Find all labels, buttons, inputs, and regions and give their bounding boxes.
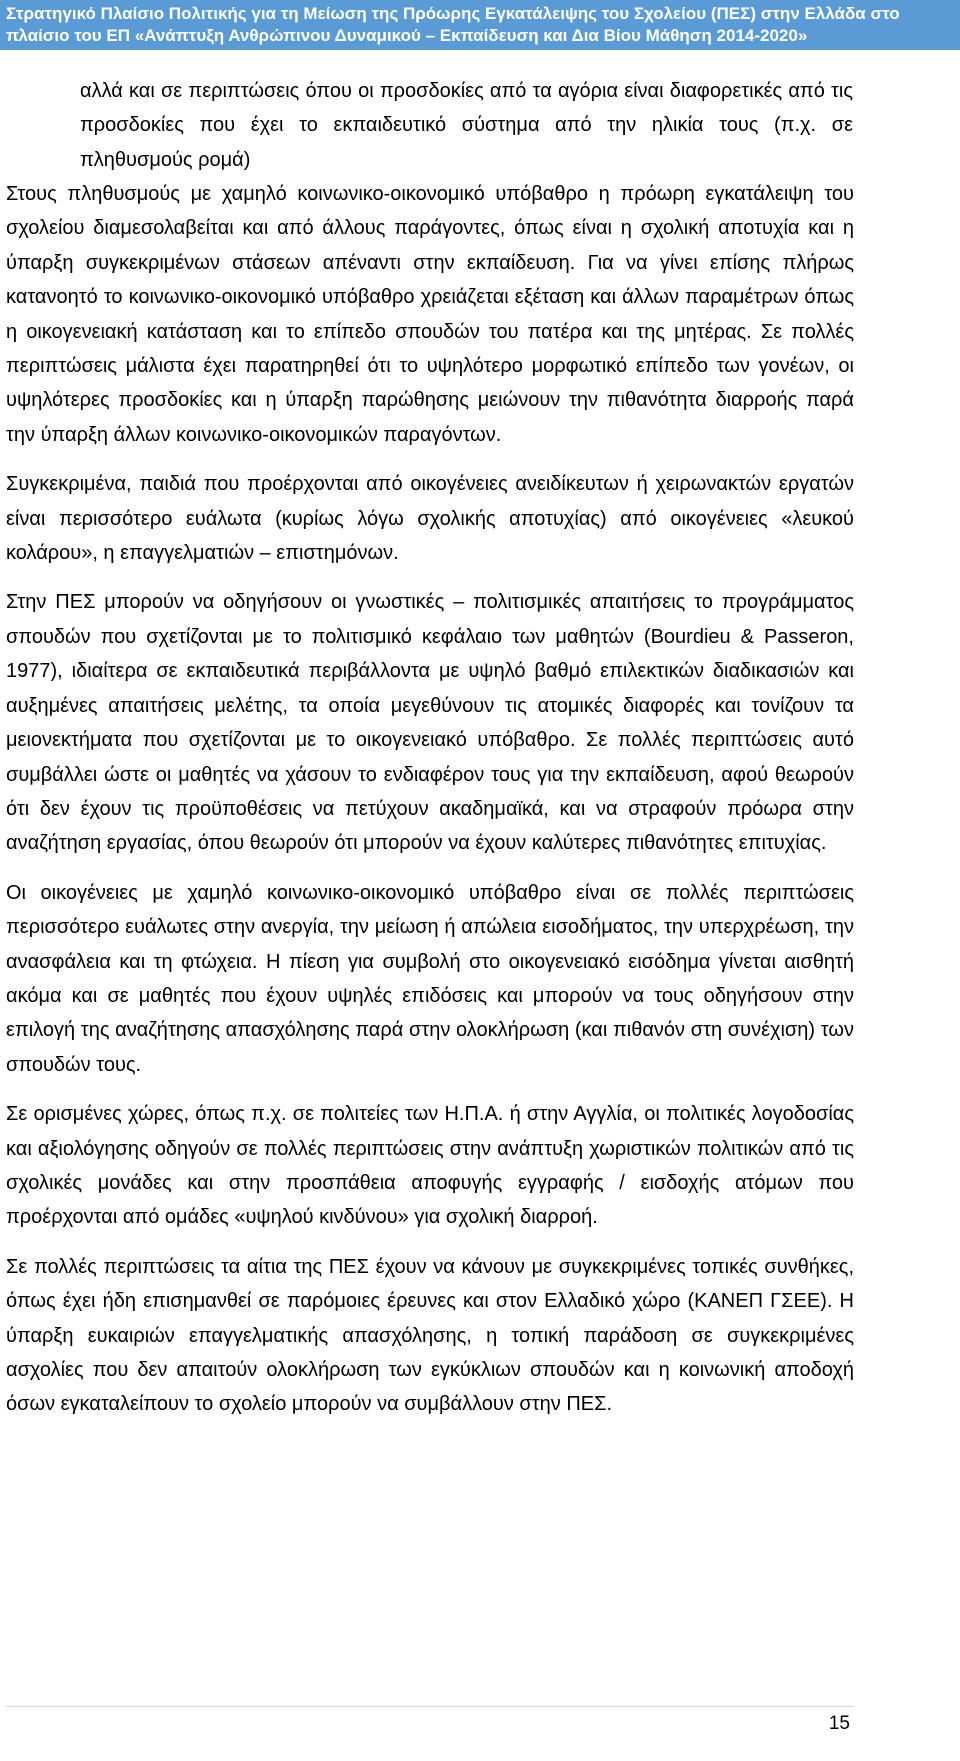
list-item-continuation: αλλά και σε περιπτώσεις όπου οι προσδοκίες από τα αγόρια είναι διαφορετικές από τις προσδοκίες που έχει το εκπαιδευτικό σύστημα από την ηλικία τους (π.χ. σε πληθυσμούς ρομά) [80, 80, 853, 171]
paragraph: Σε ορισμένες χώρες, όπως π.χ. σε πολιτείες των Η.Π.Α. ή στην Αγγλία, οι πολιτικές λογοδοσίας και αξιολόγησης οδηγούν σε πολλές περιπτώσεις στην ανάπτυξη χωριστικών πολιτικών από τις σχολικές μονάδες και στην προσπάθεια αποφυγής εγγραφής / εισδοχής ατόμων που προέρχονται από ομάδες «υψηλού κινδύνου» για σχολική διαρροή. [6, 1103, 854, 1229]
paragraph: Σε πολλές περιπτώσεις τα αίτια της ΠΕΣ έχουν να κάνουν με συγκεκριμένες τοπικές συνθήκες, όπως έχει ήδη επισημανθεί σε παρόμοιες έρευνες και στον Ελλαδικό χώρο (ΚΑΝΕΠ ΓΣΕΕ). Η ύπαρξη ευκαιριών επαγγελματικής απασχόλησης, η τοπική παράδοση σε συγκεκριμένες ασχολίες που δεν απαιτούν ολοκλήρωση των εγκύκλιων σπουδών και η κοινωνική αποδοχή όσων εγκαταλείπουν το σχολείο μπορούν να συμβάλλουν στην ΠΕΣ. [6, 1255, 854, 1416]
footer-divider [6, 1706, 854, 1707]
paragraph: Στους πληθυσμούς με χαμηλό κοινωνικο-οικονομικό υπόβαθρο η πρόωρη εγκατάλειψη του σχολείου διαμεσολαβείται και από άλλους παράγοντες, όπως είναι η σχολική αποτυχία και η ύπαρξη συγκεκριμένων στάσεων απέναντι στην εκπαίδευση. Για να γίνει επίσης πλήρως κατανοητό το κοινωνικο-οικονομικό υπόβαθρο χρειάζεται εξέταση και άλλων παραμέτρων όπως η οικογενειακή κατάσταση και το επίπεδο σπουδών του πατέρα και της μητέρας. Σε πολλές περιπτώσεις μάλιστα έχει παρατηρηθεί ότι το υψηλότερο μορφωτικό επίπεδο των γονέων, οι υψηλότερες προσδοκίες και η ύπαρξη παρώθησης μειώνουν την πιθανότητα διαρροής παρά την ύπαρξη άλλων κοινωνικο-οικονομικών παραγόντων. [6, 183, 854, 446]
header-line-1: Στρατηγικό Πλαίσιο Πολιτικής για τη Μείωση της Πρόωρης Εγκατάλειψης του Σχολείου (ΠΕΣ) στην Ελλάδα στο [6, 4, 900, 23]
paragraph: Συγκεκριμένα, παιδιά που προέρχονται από οικογένειες ανειδίκευτων ή χειρωνακτών εργατών είναι περισσότερο ευάλωτα (κυρίως λόγω σχολικής αποτυχίας) από οικογένειες «λευκού κολάρου», η επαγγελματιών – επιστημόνων. [6, 473, 854, 565]
paragraph: Οι οικογένειες με χαμηλό κοινωνικο-οικονομικό υπόβαθρο είναι σε πολλές περιπτώσεις περισσότερο ευάλωτες στην ανεργία, την μείωση ή απώλεια εισοδήματος, την υπερχρέωση, την ανασφάλεια και τη φτώχεια. Η πίεση για συμβολή στο οικογενειακό εισόδημα γίνεται αισθητή ακόμα και σε μαθητές που έχουν υψηλές επιδόσεις και μπορούν να τους οδηγήσουν στην επιλογή της αναζήτησης απασχόλησης παρά στην ολοκλήρωση (και πιθανόν στη συνέχιση) των σπουδών τους. [6, 881, 854, 1076]
paragraph: Στην ΠΕΣ μπορούν να οδηγήσουν οι γνωστικές – πολιτισμικές απαιτήσεις το προγράμματος σπουδών που σχετίζονται με το πολιτισμικό κεφάλαιο των μαθητών (Bourdieu & Passeron, 1977), ιδιαίτερα σε εκπαιδευτικά περιβάλλοντα με υψηλό βαθμό επιλεκτικών διαδικασιών και αυξημένες απαιτήσεις μελέτης, τα οποία μεγεθύνουν τις ατομικές διαφορές και τονίζουν τα μειονεκτήματα που σχετίζονται με το οικογενειακό υπόβαθρο. Σε πολλές περιπτώσεις αυτό συμβάλλει ώστε οι μαθητές να χάσουν το ενδιαφέρον τους για την εκπαίδευση, αφού θεωρούν ότι δεν έχουν τις προϋποθέσεις να πετύχουν ακαδημαϊκά, και να στραφούν πρόωρα στην αναζήτηση εργασίας, όπου θεωρούν ότι μπορούν να έχουν καλύτερες πιθανότητες επιτυχίας. [6, 591, 854, 855]
header-line-2: πλαίσιο του ΕΠ «Ανάπτυξη Ανθρώπινου Δυναμικού – Εκπαίδευση και Δια Βίου Μάθηση 2014-2020» [6, 26, 808, 45]
page-number: 15 [828, 1713, 850, 1734]
document-header [0, 0, 960, 50]
body-text [6, 177, 854, 1437]
